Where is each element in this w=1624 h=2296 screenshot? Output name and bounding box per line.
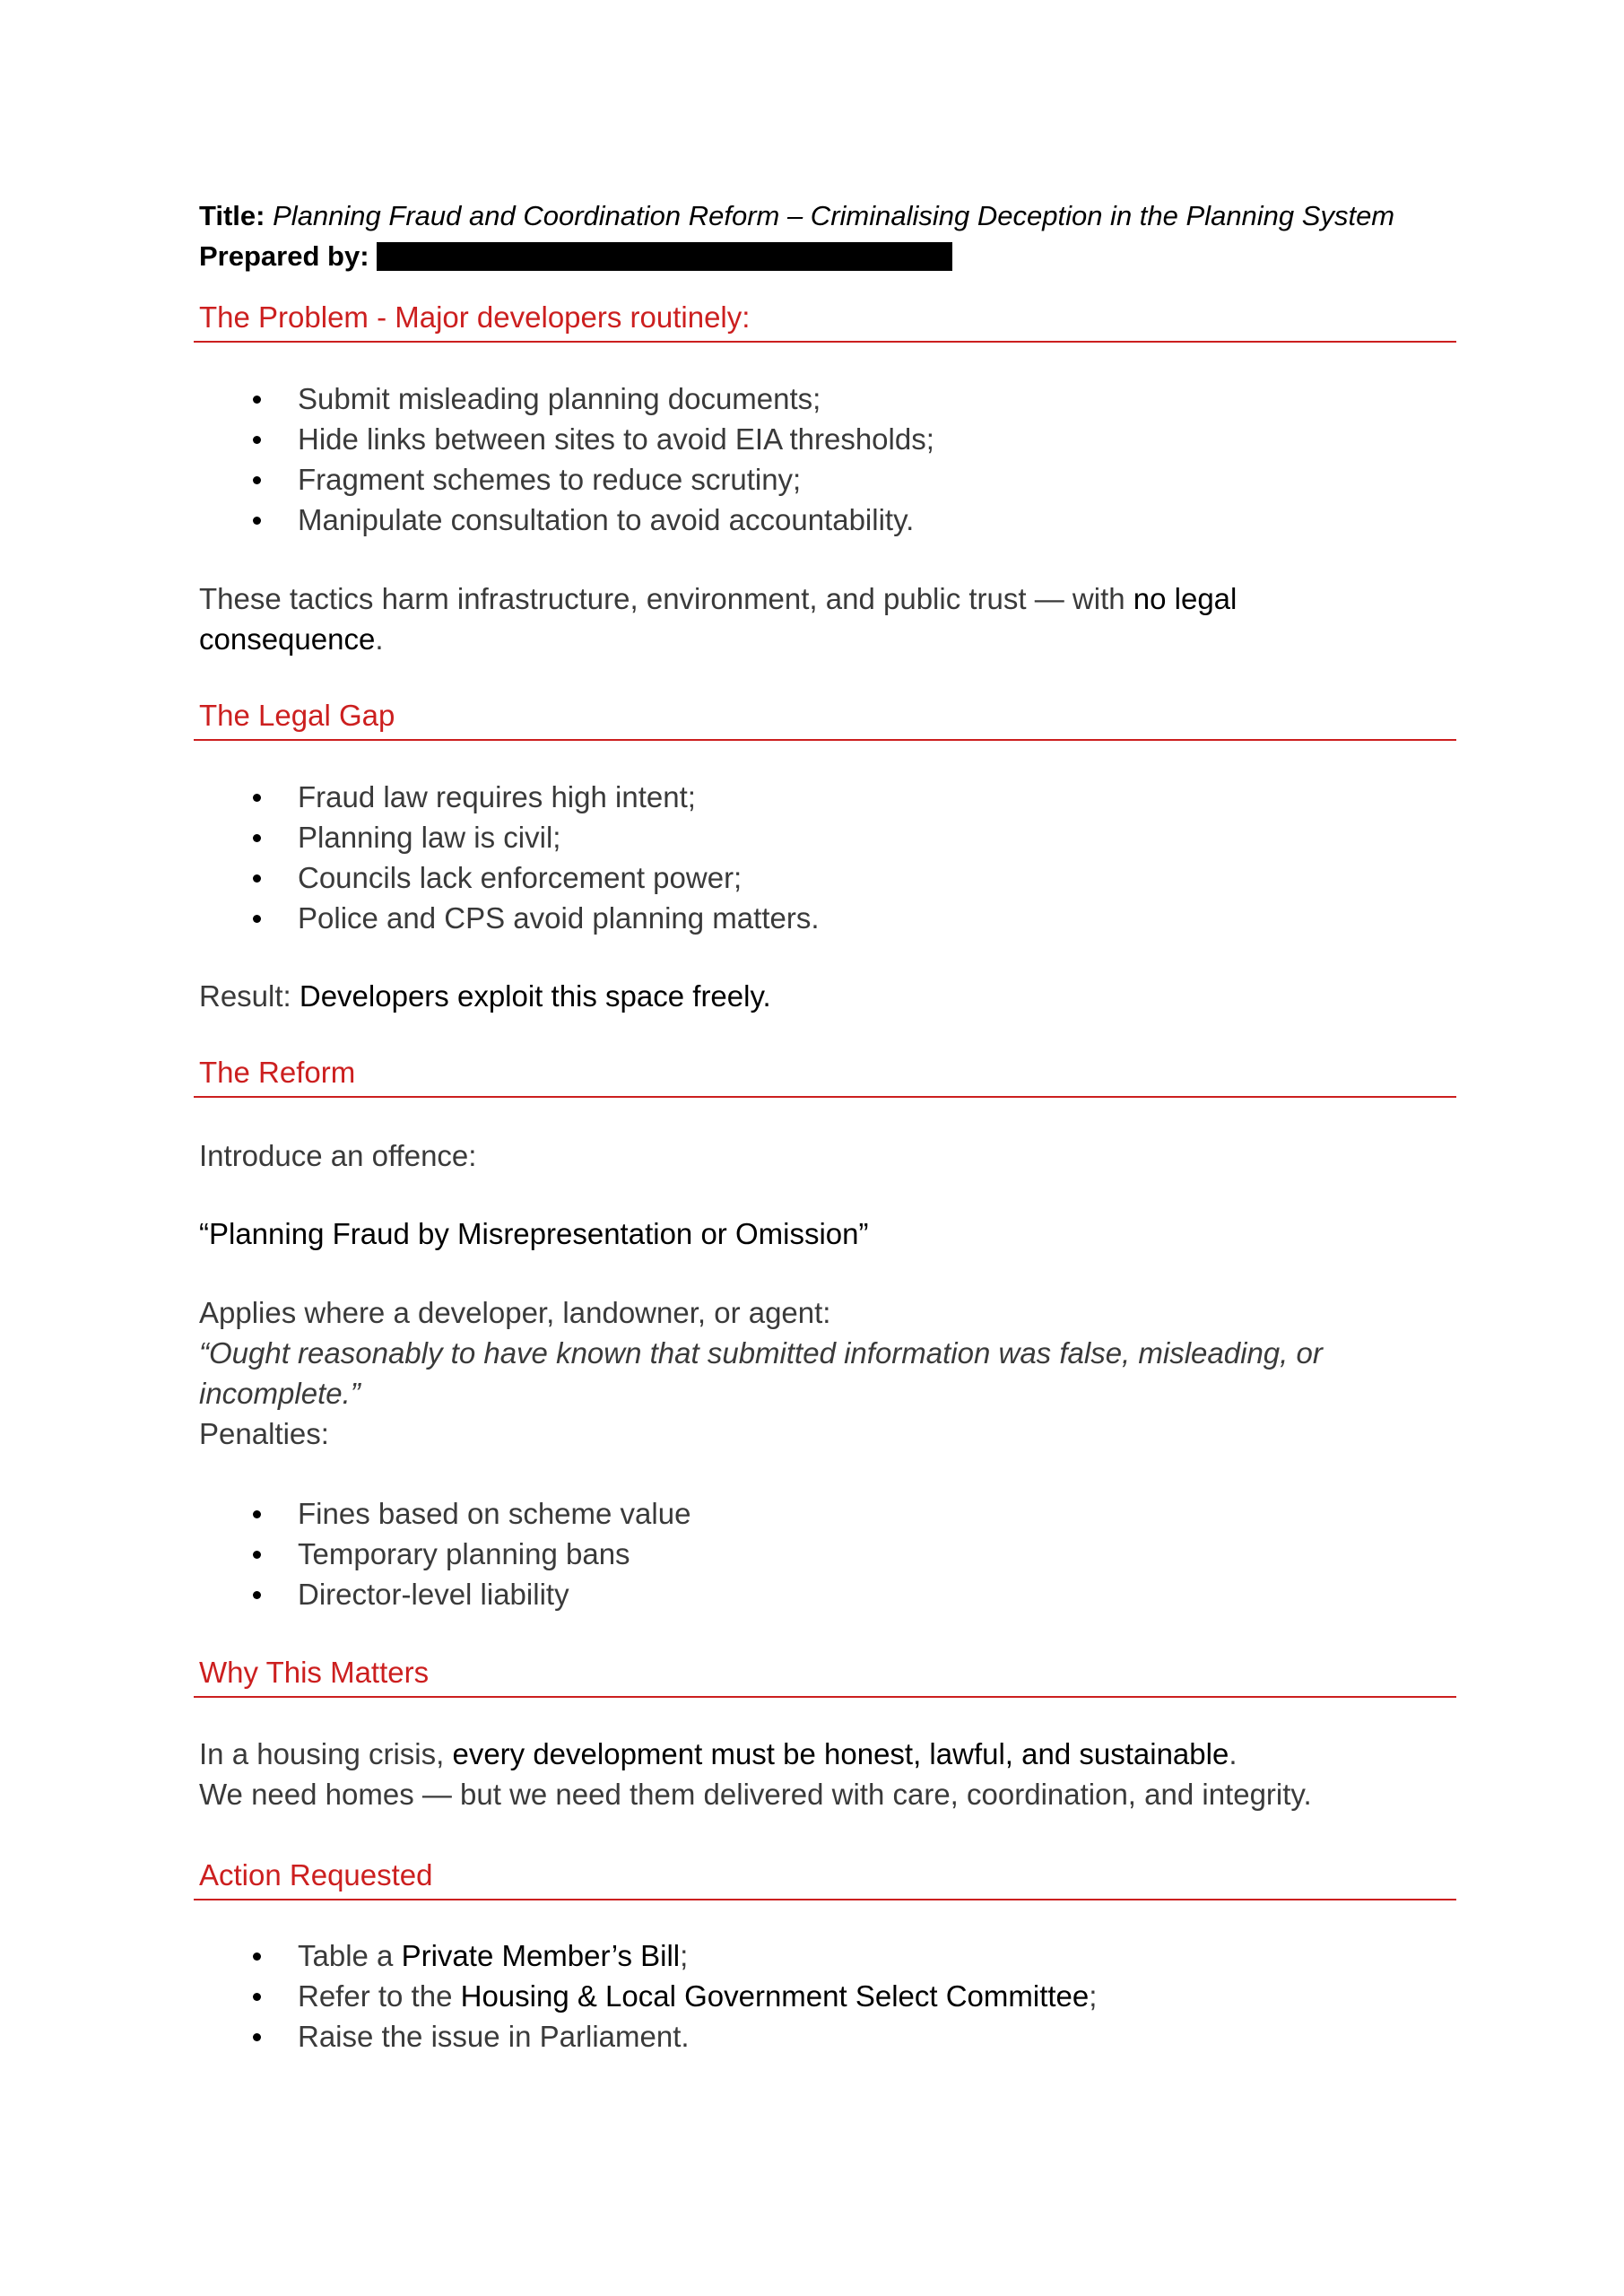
prepared-by — [199, 236, 952, 277]
bullet-icon — [253, 834, 261, 842]
bullet-icon — [253, 517, 261, 525]
bullet-icon — [253, 794, 261, 802]
bullet-icon — [253, 874, 261, 883]
list-item: Councils lack enforcement power; — [199, 857, 820, 898]
reform-applies: Applies where a developer, landowner, or agent: — [199, 1296, 831, 1329]
list-item: Table a Private Member’s Bill; — [199, 1935, 1097, 1976]
bullet-icon — [253, 1591, 261, 1599]
bullet-icon — [253, 1510, 261, 1518]
bullet-icon — [253, 396, 261, 404]
gap-result: Result: Developers exploit this space freely. — [199, 979, 771, 1013]
reform-quote-line-1: “Ought reasonably to have known that submitted information was false, misleading, or — [199, 1336, 1323, 1370]
bullet-icon — [253, 476, 261, 484]
why-line-1: In a housing crisis, every development must be honest, lawful, and sustainable. — [199, 1737, 1238, 1770]
list-item: Submit misleading planning documents; — [199, 378, 934, 419]
prepared-label: Prepared by: — [199, 240, 369, 272]
list-item: Refer to the Housing & Local Government Select Committee; — [199, 1976, 1097, 2016]
list-item: Hide links between sites to avoid EIA thresholds; — [199, 419, 934, 459]
heading-problem: The Problem - Major developers routinely: — [194, 300, 1456, 343]
problem-list — [199, 378, 934, 540]
why-line-2: We need homes — but we need them delivered with care, coordination, and integrity. — [199, 1778, 1312, 1811]
heading-reform: The Reform — [194, 1055, 1456, 1098]
bullet-icon — [253, 1551, 261, 1559]
penalties-list — [199, 1493, 690, 1614]
bullet-icon — [253, 2033, 261, 2041]
bullet-icon — [253, 915, 261, 923]
problem-paragraph: These tactics harm infrastructure, environment, and public trust — with no legal consequence. — [199, 582, 1238, 656]
gap-list — [199, 777, 820, 938]
list-item: Fraud law requires high intent; — [199, 777, 820, 817]
list-item: Manipulate consultation to avoid accountability. — [199, 500, 934, 540]
list-item: Fines based on scheme value — [199, 1493, 690, 1534]
bullet-icon — [253, 436, 261, 444]
document-title — [199, 196, 1394, 237]
bullet-icon — [253, 1952, 261, 1961]
list-item: Temporary planning bans — [199, 1534, 690, 1574]
action-list — [199, 1935, 1097, 2057]
list-item: Raise the issue in Parliament. — [199, 2016, 1097, 2057]
reform-intro: Introduce an offence: — [199, 1139, 477, 1172]
offence-name: “Planning Fraud by Misrepresentation or Omission” — [199, 1217, 869, 1250]
heading-action: Action Requested — [194, 1857, 1456, 1900]
redaction-bar — [377, 242, 952, 271]
heading-legal-gap: The Legal Gap — [194, 698, 1456, 741]
heading-why: Why This Matters — [194, 1655, 1456, 1698]
title-text: Planning Fraud and Coordination Reform – Criminalising Deception in the Planning System — [273, 200, 1395, 231]
list-item: Police and CPS avoid planning matters. — [199, 898, 820, 938]
bullet-icon — [253, 1993, 261, 2001]
reform-quote-line-2: incomplete.” — [199, 1377, 360, 1410]
title-label: Title: — [199, 200, 265, 231]
penalties-label: Penalties: — [199, 1417, 329, 1450]
list-item: Fragment schemes to reduce scrutiny; — [199, 459, 934, 500]
list-item: Director-level liability — [199, 1574, 690, 1614]
list-item: Planning law is civil; — [199, 817, 820, 857]
